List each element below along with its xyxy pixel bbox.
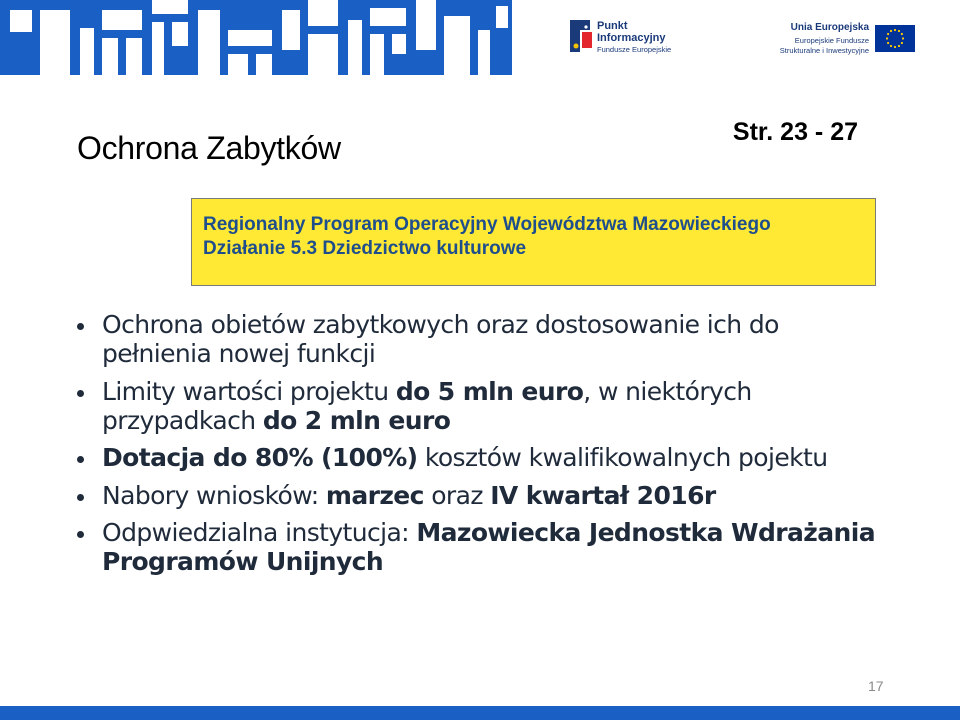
bullet-text: Odpwiedzialna instytucja: [102, 518, 417, 547]
bullet-text: Limity wartości projektu [102, 376, 396, 406]
bullet-item [75, 481, 895, 510]
bullet-text: kosztów kwalifikowalnych pojektu [417, 443, 828, 472]
header-banner [0, 0, 960, 75]
bullet-emphasis: do 5 mln euro [395, 376, 584, 406]
bullet-text: oraz [423, 480, 491, 510]
bullet-emphasis: IV kwartał 2016r [490, 480, 716, 510]
bullet-dot-icon [77, 531, 84, 538]
punkt-informacyjny-logo-icon [568, 18, 596, 54]
punkt-logo-subtitle: Fundusze Europejskie [597, 45, 672, 54]
punkt-informacyjny-logo [568, 18, 698, 58]
bullet-dot-icon [77, 494, 84, 501]
page-reference: Str. 23 - 27 [732, 118, 858, 146]
bullet-text: Nabory wniosków: [102, 480, 326, 510]
bullet-emphasis: marzec [325, 480, 424, 510]
bullet-list [75, 310, 895, 585]
program-info-box [191, 198, 876, 286]
bullet-emphasis: do 2 mln euro [262, 405, 451, 435]
unia-europejska-logo [780, 22, 915, 58]
bullet-emphasis: Dotacja do 80% (100%) [102, 443, 418, 472]
ue-logo-line2: Strukturalne i Inwestycyjne [779, 46, 869, 55]
ue-logo-title: Unia Europejska [790, 22, 869, 33]
bullet-dot-icon [77, 323, 84, 330]
bullet-item [75, 310, 895, 368]
eu-flag-icon [875, 25, 915, 52]
banner-decoration-art [0, 0, 512, 75]
slide-number: 17 [868, 678, 884, 694]
bullet-text: Ochrona obietów zabytkowych oraz dostosowanie ich do pełnienia nowej funkcji [102, 310, 779, 368]
ue-logo-line1: Europejskie Fundusze [794, 36, 869, 45]
bullet-emphasis: Mazowiecka Jednostka Wdrażania Programów Unijnych [102, 518, 875, 576]
program-action: Działanie 5.3 Dziedzictwo kulturowe [203, 238, 527, 259]
slide-title: Ochrona Zabytków [77, 130, 341, 166]
program-name: Regionalny Program Operacyjny Województwa Mazowieckiego [203, 214, 771, 235]
bullet-dot-icon [77, 390, 84, 397]
bullet-item [75, 377, 895, 435]
footer-bar [0, 706, 960, 720]
bullet-dot-icon [77, 456, 84, 463]
bullet-text: , w niektórych przypadkach [102, 376, 752, 435]
punkt-logo-name: Punkt Informacyjny [597, 20, 666, 44]
bullet-item [75, 443, 895, 472]
bullet-item [75, 518, 895, 576]
